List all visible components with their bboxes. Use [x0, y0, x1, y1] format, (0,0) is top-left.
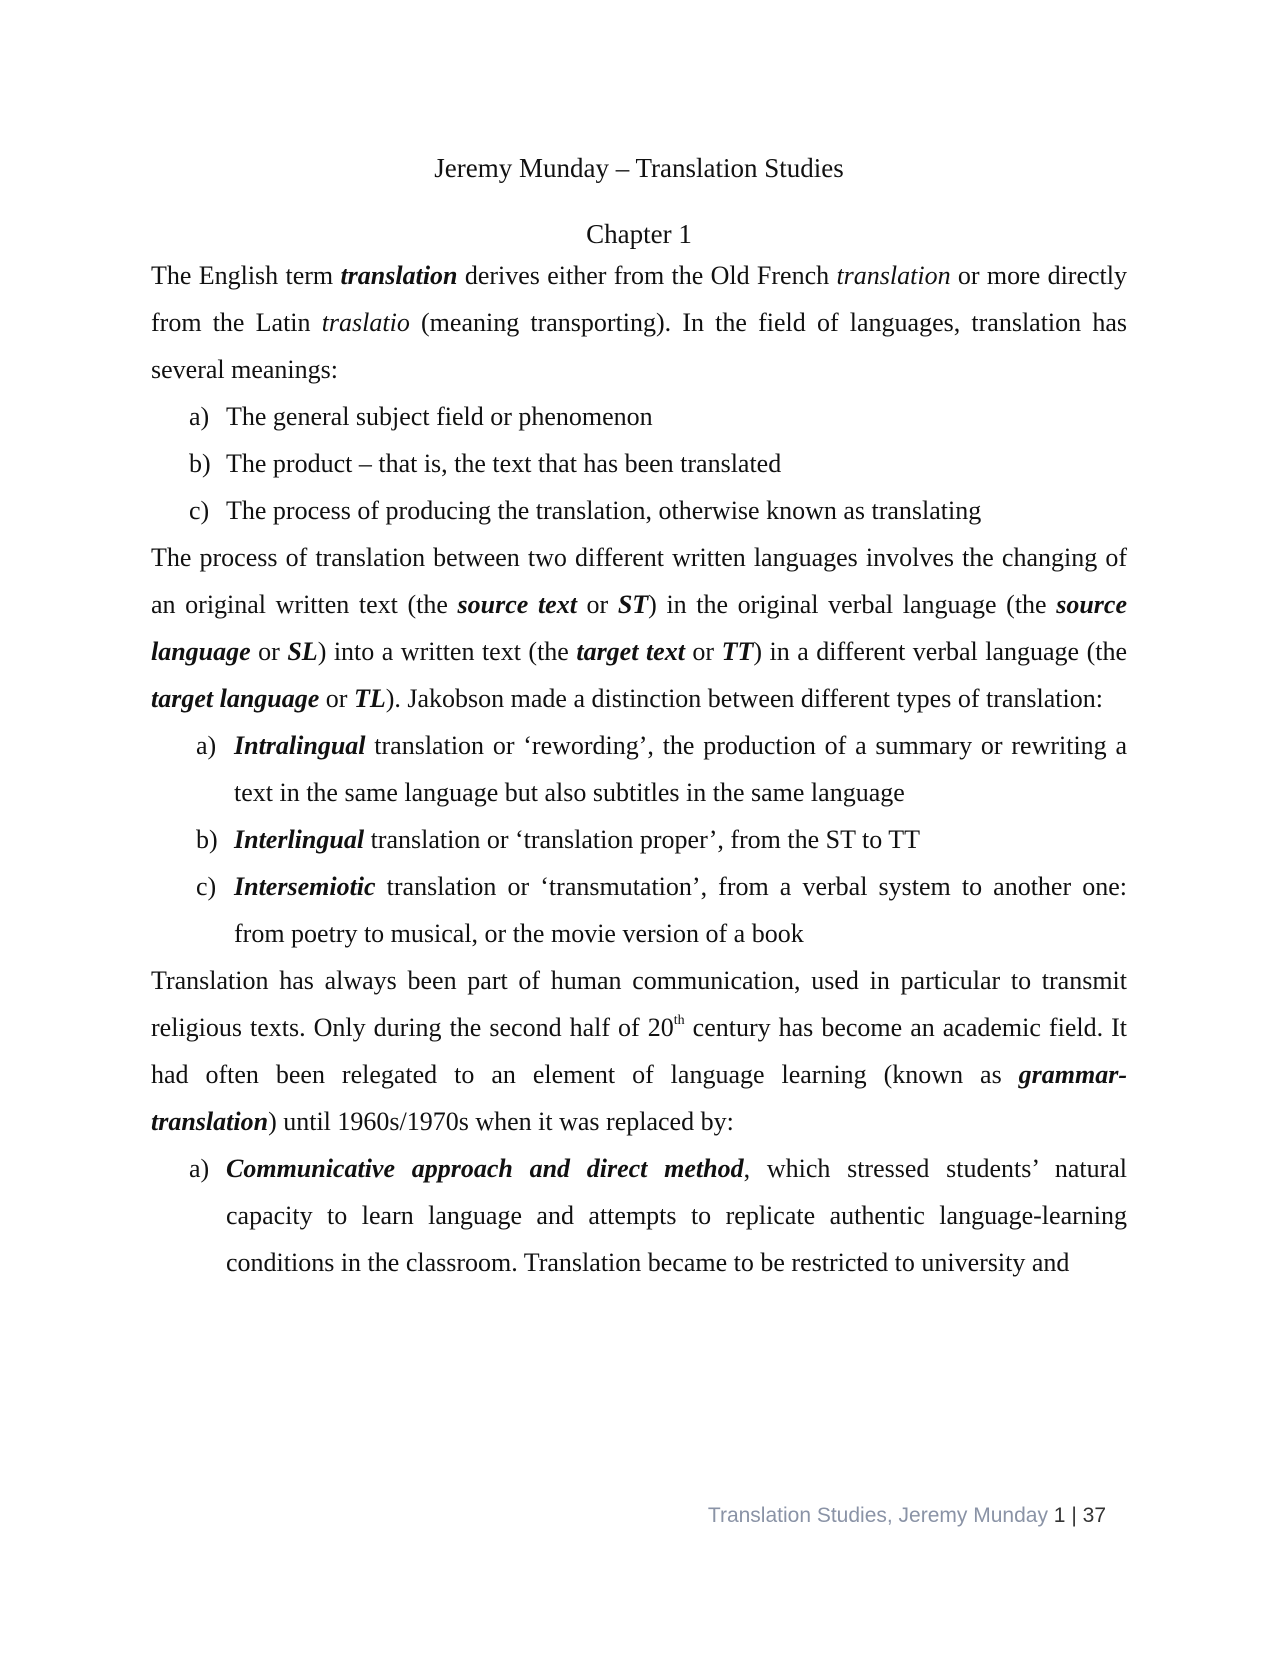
- term-latin: traslatio: [321, 308, 410, 337]
- list-marker: a): [189, 402, 210, 431]
- translation-types-list: [151, 722, 1127, 957]
- text-run: (meaning transporting). In the field of languages, translation has several meanings:: [151, 308, 1127, 384]
- text-run: or: [319, 684, 354, 713]
- list-item-text: The product – that is, the text that has been translated: [226, 449, 782, 478]
- text-run: ). Jakobson made a distinction between different types of translation:: [385, 684, 1103, 713]
- term-target-language: target language: [151, 684, 320, 713]
- list-marker: a): [189, 1154, 210, 1183]
- document-title: Jeremy Munday – Translation Studies: [434, 153, 844, 183]
- term-translation: translation: [340, 261, 458, 290]
- term-intersemiotic: Intersemiotic: [234, 872, 376, 901]
- list-item-text: translation or ‘translation proper’, from the ST to TT: [364, 825, 921, 854]
- footer-label: Translation Studies, Jeremy Munday: [707, 1504, 1048, 1527]
- text-run: ) until 1960s/1970s when it was replaced by:: [268, 1107, 734, 1136]
- term-tl: TL: [353, 684, 386, 713]
- text-run: The process of translation between two different written languages involves the changing of an original written text (the: [151, 543, 1127, 619]
- list-item: [151, 863, 1127, 957]
- list-marker: c): [196, 872, 217, 901]
- text-run: or more directly from the Latin: [151, 261, 1127, 337]
- list-item-text: , which stressed students’ natural capacity to learn language and attempts to replicate authentic language-learning conditions in the classroom. Translation became to be restricted to university and: [226, 1154, 1128, 1277]
- text-run: The English term: [151, 261, 341, 290]
- list-marker: a): [196, 731, 217, 760]
- text-run: ) into a written text (the: [317, 637, 577, 666]
- term-grammar-translation: grammar-translation: [151, 1060, 1127, 1136]
- list-marker: c): [189, 496, 210, 525]
- term-st: ST: [617, 590, 649, 619]
- term-communicative-approach: Communicative approach and direct method: [226, 1154, 744, 1183]
- list-item-text: translation or ‘rewording’, the production of a summary or rewriting a text in the same language but also subtitles in the same language: [234, 731, 1127, 807]
- term-old-french: translation: [836, 261, 951, 290]
- list-item: [151, 722, 1127, 816]
- footer-separator: |: [1071, 1504, 1077, 1527]
- list-marker: b): [189, 449, 211, 478]
- term-target-text: target text: [576, 637, 685, 666]
- text-run: or: [250, 637, 288, 666]
- list-item-text: translation or ‘transmutation’, from a verbal system to another one: from poetry to musical, or the movie version of a book: [234, 872, 1127, 948]
- text-run: century has become an academic field. It had often been relegated to an element of language learning (known as: [151, 1013, 1127, 1089]
- term-interlingual: Interlingual: [234, 825, 365, 854]
- meanings-list: [151, 393, 1127, 534]
- page-footer: [708, 1504, 1106, 1528]
- list-item: [151, 816, 1127, 863]
- text-run: Translation has always been part of human communication, used in particular to transmit religious texts. Only during the second half of 20: [151, 966, 1127, 1042]
- term-source-text: source text: [457, 590, 577, 619]
- term-source-language: source language: [151, 590, 1127, 666]
- paragraph-3: [151, 957, 1127, 1145]
- paragraph-1: [151, 252, 1127, 393]
- term-tt: TT: [721, 637, 754, 666]
- list-item: [151, 487, 1127, 534]
- list-item: [151, 440, 1127, 487]
- list-item-text: The process of producing the translation, otherwise known as translating: [226, 496, 982, 525]
- list-item: [151, 1145, 1127, 1286]
- text-run: derives either from the Old French: [457, 261, 837, 290]
- list-item: [151, 393, 1127, 440]
- page-total: 37: [1082, 1504, 1106, 1527]
- superscript-th: th: [673, 1013, 685, 1028]
- text-run: or: [684, 637, 722, 666]
- text-run: or: [576, 590, 618, 619]
- term-sl: SL: [287, 637, 318, 666]
- list-item-text: The general subject field or phenomenon: [226, 402, 653, 431]
- page-number: 1: [1053, 1504, 1066, 1527]
- page-content: [151, 150, 1127, 1286]
- text-run: ) in the original verbal language (the: [648, 590, 1057, 619]
- list-marker: b): [196, 825, 218, 854]
- paragraph-2: [151, 534, 1127, 722]
- approaches-list: [151, 1145, 1127, 1286]
- term-intralingual: Intralingual: [234, 731, 366, 760]
- chapter-heading: Chapter 1: [586, 219, 692, 249]
- text-run: ) in a different verbal language (the: [753, 637, 1127, 666]
